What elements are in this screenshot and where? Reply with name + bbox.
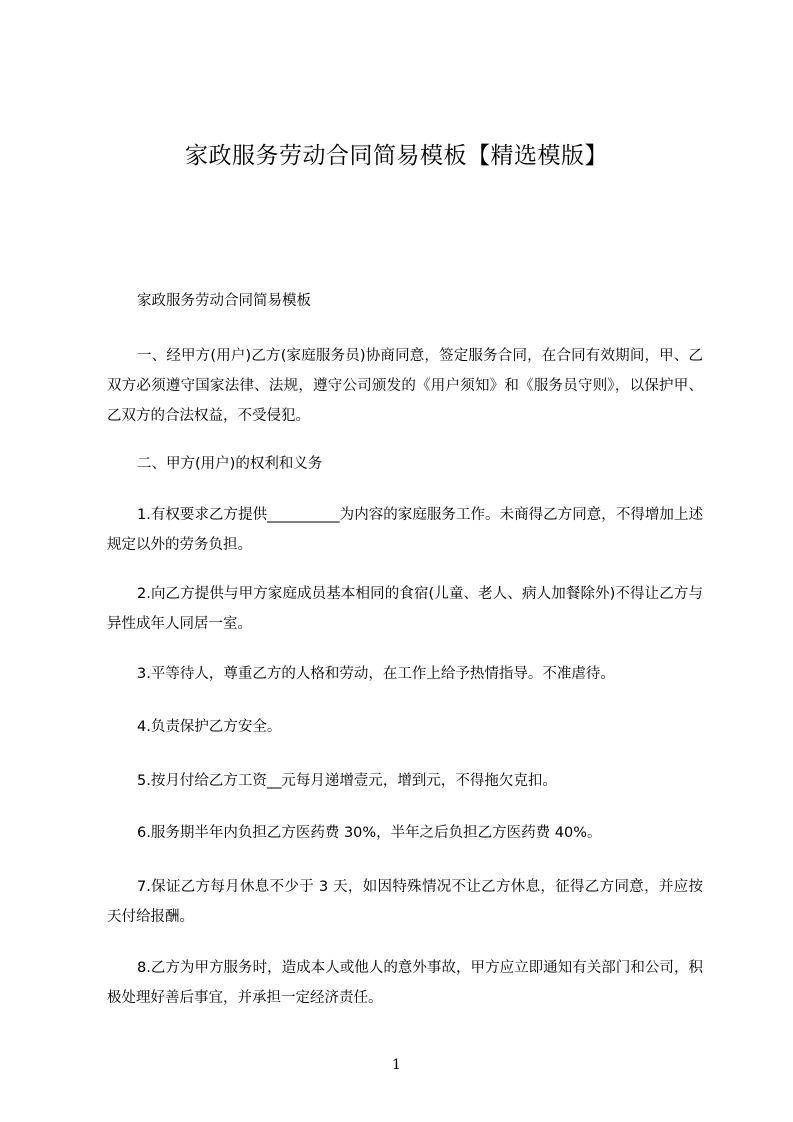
document-title: 家政服务劳动合同简易模板【精选模版】	[185, 143, 608, 169]
paragraph-3: 1.有权要求乙方提供__________为内容的家庭服务工作。未商得乙方同意，不得增加上述规定以外的劳务负担。	[107, 507, 703, 553]
paragraph-7: 5.按月付给乙方工资__元每月递增壹元，增到元，不得拖欠克扣。	[137, 773, 557, 789]
document-subtitle: 家政服务劳动合同简易模板	[137, 293, 311, 309]
paragraph-9: 7.保证乙方每月休息不少于 3 天，如因特殊情况不让乙方休息，征得乙方同意，并应按天付给报酬。	[107, 879, 703, 925]
paragraph-1: 一、经甲方(用户)乙方(家庭服务员)协商同意，签定服务合同，在合同有效期间，甲、乙双方必须遵守国家法律、法规，遵守公司颁发的《用户须知》和《服务员守则》，以保护甲、乙双方的合法权益，不受侵犯。	[107, 348, 703, 424]
paragraph-5: 3.平等待人，尊重乙方的人格和劳动，在工作上给予热情指导。不准虐待。	[137, 666, 615, 682]
page-number: 1	[392, 1057, 401, 1073]
paragraph-6: 4.负责保护乙方安全。	[137, 719, 282, 735]
paragraph-2: 二、甲方(用户)的权利和义务	[137, 456, 323, 472]
paragraph-8: 6.服务期半年内负担乙方医药费 30%，半年之后负担乙方医药费 40%。	[137, 825, 602, 841]
paragraph-10: 8.乙方为甲方服务时，造成本人或他人的意外事故，甲方应立即通知有关部门和公司，积极处理好善后事宜，并承担一定经济责任。	[107, 960, 703, 1006]
paragraph-4: 2.向乙方提供与甲方家庭成员基本相同的食宿(儿童、老人、病人加餐除外)不得让乙方与异性成年人同居一室。	[107, 586, 703, 632]
